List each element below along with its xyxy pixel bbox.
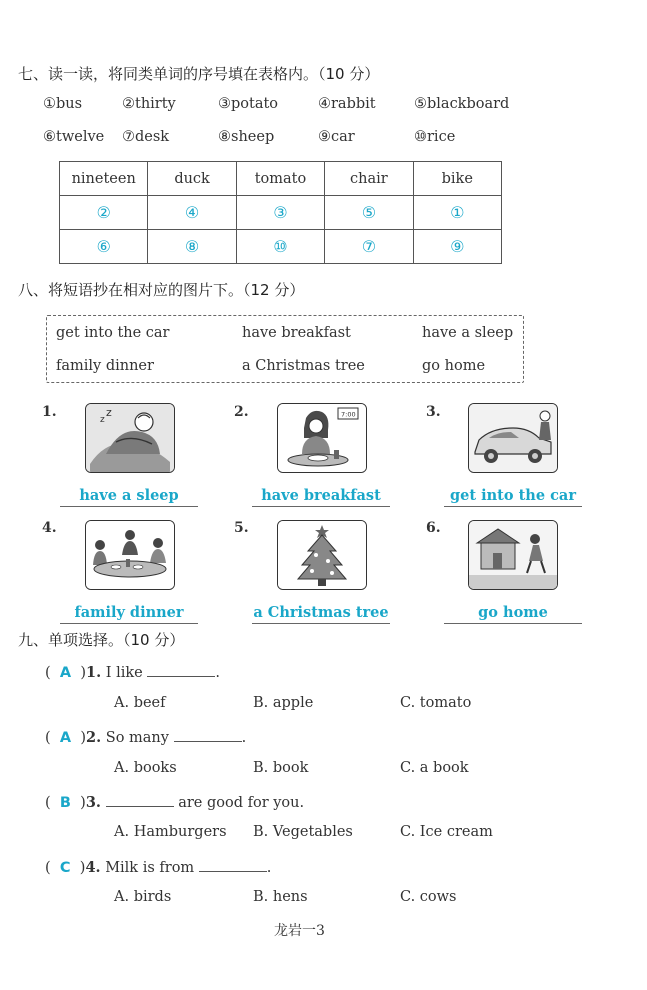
option-c[interactable]: C. a book xyxy=(400,760,469,776)
question-2: ( A )2. So many . xyxy=(45,729,247,746)
phrase-item: have breakfast xyxy=(242,325,351,341)
picture-number: 4. xyxy=(42,520,57,536)
word-class-table xyxy=(59,161,502,264)
word-10: ⑩rice xyxy=(414,129,456,145)
table-cell[interactable]: ⑤ xyxy=(325,196,413,230)
question-number: 4. xyxy=(85,859,101,876)
option-b[interactable]: B. hens xyxy=(253,889,308,905)
sleeping-person-icon xyxy=(85,403,175,473)
answer-blank[interactable] xyxy=(199,857,267,872)
answer-line-3[interactable]: get into the car xyxy=(444,486,582,507)
phrase-box xyxy=(46,315,524,383)
question-1: ( A )1. I like . xyxy=(45,664,220,681)
table-cell[interactable]: ⑥ xyxy=(60,230,148,264)
answer-blank[interactable] xyxy=(147,662,215,677)
option-b[interactable]: B. Vegetables xyxy=(253,824,353,840)
clock-label: 7:00 xyxy=(341,410,356,419)
table-header: tomato xyxy=(236,162,324,196)
table-cell[interactable]: ② xyxy=(60,196,148,230)
word-9: ⑨car xyxy=(318,129,355,145)
option-a[interactable]: A. beef xyxy=(114,695,166,711)
word-1: ①bus xyxy=(43,96,83,112)
answer-line-1[interactable]: have a sleep xyxy=(60,486,198,507)
table-header: nineteen xyxy=(60,162,148,196)
answer-choice[interactable]: B xyxy=(59,795,71,811)
car-icon xyxy=(468,403,558,473)
question-text-end: . xyxy=(266,860,272,876)
option-a[interactable]: A. books xyxy=(114,760,177,776)
picture-number: 3. xyxy=(426,404,441,420)
picture-number: 1. xyxy=(42,404,57,420)
answer-line-2[interactable]: have breakfast xyxy=(252,486,390,507)
answer-line-4[interactable]: family dinner xyxy=(60,603,198,624)
question-3: ( B )3. are good for you. xyxy=(45,794,305,811)
table-cell[interactable]: ③ xyxy=(236,196,324,230)
phrase-item: get into the car xyxy=(56,325,170,341)
question-text: So many xyxy=(105,730,169,746)
svg-text:z: z xyxy=(100,415,105,425)
breakfast-girl-icon xyxy=(277,403,367,473)
question-number: 1. xyxy=(86,664,102,681)
phrase-item: go home xyxy=(422,358,486,374)
section9-title: 九、单项选择。（10 分） xyxy=(18,631,185,649)
picture-number: 5. xyxy=(234,520,249,536)
phrase-item: a Christmas tree xyxy=(242,358,365,374)
picture-number: 2. xyxy=(234,404,249,420)
word-6: ⑥twelve xyxy=(43,129,105,145)
answer-blank[interactable] xyxy=(174,727,242,742)
answer-choice[interactable]: A xyxy=(59,730,72,746)
table-cell[interactable]: ⑧ xyxy=(148,230,236,264)
table-cell[interactable]: ⑨ xyxy=(413,230,501,264)
word-2: ②thirty xyxy=(122,96,176,112)
option-c[interactable]: C. tomato xyxy=(400,695,472,711)
word-8: ⑧sheep xyxy=(218,129,275,145)
table-cell[interactable]: ⑦ xyxy=(325,230,413,264)
phrase-item: family dinner xyxy=(56,358,154,374)
word-3: ③potato xyxy=(218,96,279,112)
option-b[interactable]: B. book xyxy=(253,760,309,776)
page-number: 龙岩一3 xyxy=(274,923,325,939)
answer-line-6[interactable]: go home xyxy=(444,603,582,624)
christmas-tree-icon xyxy=(277,520,367,590)
question-4: ( C )4. Milk is from . xyxy=(45,859,272,876)
question-number: 3. xyxy=(85,794,101,811)
svg-text:z: z xyxy=(106,406,112,419)
family-dinner-icon xyxy=(85,520,175,590)
phrase-item: have a sleep xyxy=(422,325,514,341)
option-a[interactable]: A. birds xyxy=(114,889,172,905)
table-cell[interactable]: ⑩ xyxy=(236,230,324,264)
section7-title: 七、读一读，将同类单词的序号填在表格内。（10 分） xyxy=(18,65,380,83)
option-b[interactable]: B. apple xyxy=(253,695,314,711)
answer-choice[interactable]: C xyxy=(59,860,71,876)
word-7: ⑦desk xyxy=(122,129,170,145)
question-number: 2. xyxy=(86,729,102,746)
table-cell[interactable]: ① xyxy=(413,196,501,230)
table-header: chair xyxy=(325,162,413,196)
word-5: ⑤blackboard xyxy=(414,96,510,112)
word-4: ④rabbit xyxy=(318,96,376,112)
question-text-end: are good for you. xyxy=(178,795,305,811)
answer-blank[interactable] xyxy=(106,792,174,807)
table-cell[interactable]: ④ xyxy=(148,196,236,230)
section8-title: 八、将短语抄在相对应的图片下。（12 分） xyxy=(18,281,305,299)
table-header: duck xyxy=(148,162,236,196)
option-a[interactable]: A. Hamburgers xyxy=(114,824,227,840)
option-c[interactable]: C. Ice cream xyxy=(400,824,493,840)
option-c[interactable]: C. cows xyxy=(400,889,457,905)
answer-line-5[interactable]: a Christmas tree xyxy=(252,603,390,624)
question-text: I like xyxy=(105,665,143,681)
question-text: Milk is from xyxy=(105,860,195,876)
going-home-icon xyxy=(468,520,558,590)
picture-number: 6. xyxy=(426,520,441,536)
question-text-end: . xyxy=(215,665,220,681)
answer-choice[interactable]: A xyxy=(59,665,72,681)
question-text-end: . xyxy=(241,730,247,746)
table-header: bike xyxy=(413,162,501,196)
